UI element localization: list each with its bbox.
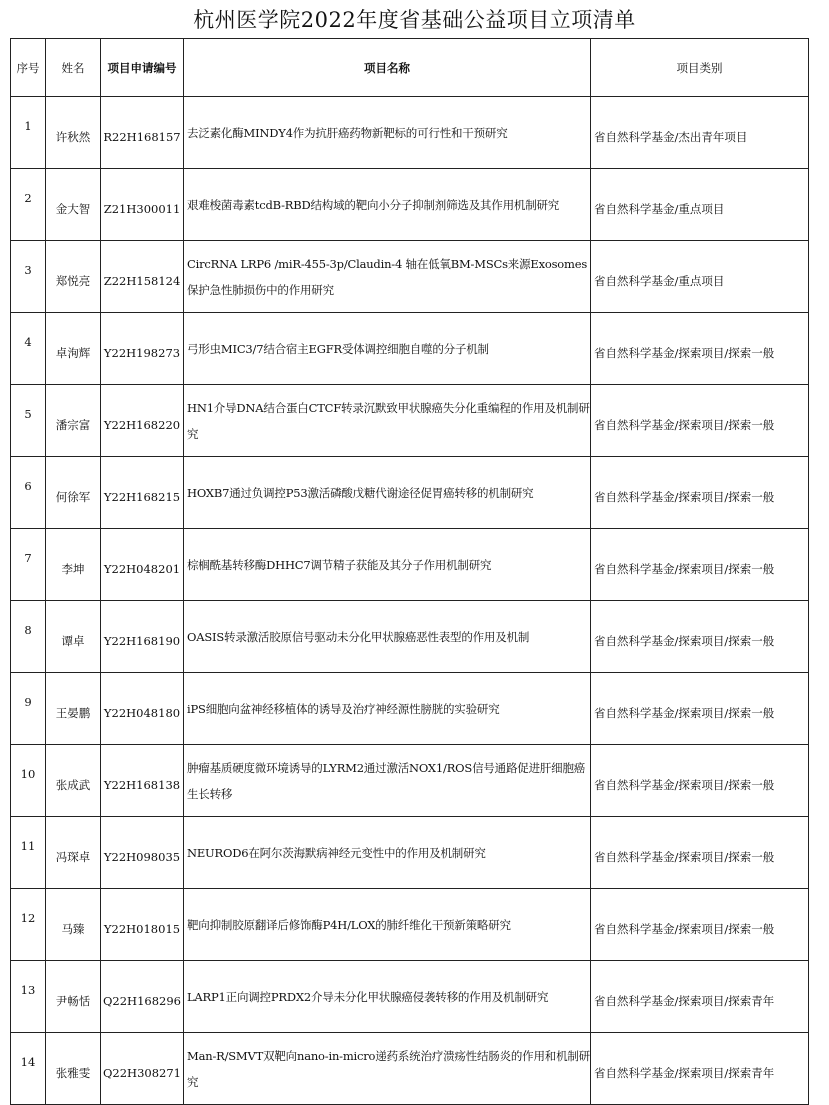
header-no: 序号 bbox=[11, 39, 46, 97]
applicant-name: 潘宗富 bbox=[46, 385, 101, 457]
row-number: 11 bbox=[11, 817, 46, 889]
project-code: Y22H098035 bbox=[101, 817, 184, 889]
table-row bbox=[11, 241, 809, 313]
applicant-name: 李坤 bbox=[46, 529, 101, 601]
project-code: R22H168157 bbox=[101, 97, 184, 169]
applicant-name: 张雅雯 bbox=[46, 1033, 101, 1105]
header-code: 项目申请编号 bbox=[101, 39, 184, 97]
project-name: iPS细胞向盆神经移植体的诱导及治疗神经源性膀胱的实验研究 bbox=[184, 673, 591, 745]
table-row bbox=[11, 745, 809, 817]
table-row bbox=[11, 817, 809, 889]
project-code: Q22H308271 bbox=[101, 1033, 184, 1105]
project-code: Y22H048180 bbox=[101, 673, 184, 745]
row-number: 9 bbox=[11, 673, 46, 745]
project-category: 省自然科学基金/探索项目/探索一般 bbox=[591, 457, 809, 529]
project-category: 省自然科学基金/探索项目/探索一般 bbox=[591, 529, 809, 601]
project-category: 省自然科学基金/探索项目/探索一般 bbox=[591, 385, 809, 457]
project-name: HOXB7通过负调控P53激活磷酸戊糖代谢途径促胃癌转移的机制研究 bbox=[184, 457, 591, 529]
project-category: 省自然科学基金/探索项目/探索一般 bbox=[591, 817, 809, 889]
table-header-row bbox=[11, 39, 809, 97]
project-code: Y22H168190 bbox=[101, 601, 184, 673]
applicant-name: 张成武 bbox=[46, 745, 101, 817]
header-project: 项目名称 bbox=[184, 39, 591, 97]
applicant-name: 郑悦亮 bbox=[46, 241, 101, 313]
table-row bbox=[11, 1033, 809, 1105]
project-name: 棕榈酰基转移酶DHHC7调节精子获能及其分子作用机制研究 bbox=[184, 529, 591, 601]
project-category: 省自然科学基金/探索项目/探索一般 bbox=[591, 601, 809, 673]
project-category: 省自然科学基金/重点项目 bbox=[591, 169, 809, 241]
project-name: HN1介导DNA结合蛋白CTCF转录沉默致甲状腺癌失分化重编程的作用及机制研究 bbox=[184, 385, 591, 457]
project-code: Z21H300011 bbox=[101, 169, 184, 241]
project-code: Y22H168220 bbox=[101, 385, 184, 457]
row-number: 2 bbox=[11, 169, 46, 241]
project-name: NEUROD6在阿尔茨海默病神经元变性中的作用及机制研究 bbox=[184, 817, 591, 889]
project-code: Q22H168296 bbox=[101, 961, 184, 1033]
applicant-name: 王晏鹏 bbox=[46, 673, 101, 745]
project-name: 肿瘤基质硬度微环境诱导的LYRM2通过激活NOX1/ROS信号通路促进肝细胞癌生长转移 bbox=[184, 745, 591, 817]
project-category: 省自然科学基金/杰出青年项目 bbox=[591, 97, 809, 169]
project-name: OASIS转录激活胶原信号驱动未分化甲状腺癌恶性表型的作用及机制 bbox=[184, 601, 591, 673]
project-name: 弓形虫MIC3/7结合宿主EGFR受体调控细胞自噬的分子机制 bbox=[184, 313, 591, 385]
applicant-name: 何徐军 bbox=[46, 457, 101, 529]
project-code: Y22H018015 bbox=[101, 889, 184, 961]
row-number: 3 bbox=[11, 241, 46, 313]
applicant-name: 金大智 bbox=[46, 169, 101, 241]
table-row bbox=[11, 97, 809, 169]
project-category: 省自然科学基金/探索项目/探索青年 bbox=[591, 1033, 809, 1105]
table-row bbox=[11, 385, 809, 457]
row-number: 8 bbox=[11, 601, 46, 673]
project-name: 靶向抑制胶原翻译后修饰酶P4H/LOX的肺纤维化干预新策略研究 bbox=[184, 889, 591, 961]
row-number: 7 bbox=[11, 529, 46, 601]
project-category: 省自然科学基金/探索项目/探索一般 bbox=[591, 313, 809, 385]
row-number: 14 bbox=[11, 1033, 46, 1105]
row-number: 1 bbox=[11, 97, 46, 169]
project-name: Man-R/SMVT双靶向nano-in-micro递药系统治疗溃疡性结肠炎的作用和机制研究 bbox=[184, 1033, 591, 1105]
applicant-name: 卓洵辉 bbox=[46, 313, 101, 385]
project-table bbox=[10, 38, 809, 1105]
project-name: 艰难梭菌毒素tcdB-RBD结构域的靶向小分子抑制剂筛选及其作用机制研究 bbox=[184, 169, 591, 241]
row-number: 12 bbox=[11, 889, 46, 961]
project-category: 省自然科学基金/探索项目/探索一般 bbox=[591, 745, 809, 817]
project-code: Y22H198273 bbox=[101, 313, 184, 385]
project-code: Y22H168138 bbox=[101, 745, 184, 817]
table-row bbox=[11, 457, 809, 529]
header-category: 项目类别 bbox=[591, 39, 809, 97]
project-name: 去泛素化酶MINDY4作为抗肝癌药物新靶标的可行性和干预研究 bbox=[184, 97, 591, 169]
project-name: LARP1正向调控PRDX2介导未分化甲状腺癌侵袭转移的作用及机制研究 bbox=[184, 961, 591, 1033]
applicant-name: 许秋然 bbox=[46, 97, 101, 169]
table-row bbox=[11, 601, 809, 673]
applicant-name: 谭卓 bbox=[46, 601, 101, 673]
applicant-name: 冯琛卓 bbox=[46, 817, 101, 889]
row-number: 10 bbox=[11, 745, 46, 817]
project-category: 省自然科学基金/重点项目 bbox=[591, 241, 809, 313]
project-code: Y22H168215 bbox=[101, 457, 184, 529]
row-number: 6 bbox=[11, 457, 46, 529]
header-name: 姓名 bbox=[46, 39, 101, 97]
document-title: 杭州医学院2022年度省基础公益项目立项清单 bbox=[193, 8, 636, 32]
row-number: 5 bbox=[11, 385, 46, 457]
project-category: 省自然科学基金/探索项目/探索一般 bbox=[591, 673, 809, 745]
project-code: Y22H048201 bbox=[101, 529, 184, 601]
table-row bbox=[11, 529, 809, 601]
project-code: Z22H158124 bbox=[101, 241, 184, 313]
table-row bbox=[11, 169, 809, 241]
table-row bbox=[11, 889, 809, 961]
table-row bbox=[11, 673, 809, 745]
project-category: 省自然科学基金/探索项目/探索青年 bbox=[591, 961, 809, 1033]
project-name: CircRNA LRP6 /miR-455-3p/Claudin-4 轴在低氧BM-MSCs来源Exosomes保护急性肺损伤中的作用研究 bbox=[184, 241, 591, 313]
row-number: 13 bbox=[11, 961, 46, 1033]
table-row bbox=[11, 313, 809, 385]
applicant-name: 马臻 bbox=[46, 889, 101, 961]
row-number: 4 bbox=[11, 313, 46, 385]
project-category: 省自然科学基金/探索项目/探索一般 bbox=[591, 889, 809, 961]
table-row bbox=[11, 961, 809, 1033]
applicant-name: 尹畅恬 bbox=[46, 961, 101, 1033]
